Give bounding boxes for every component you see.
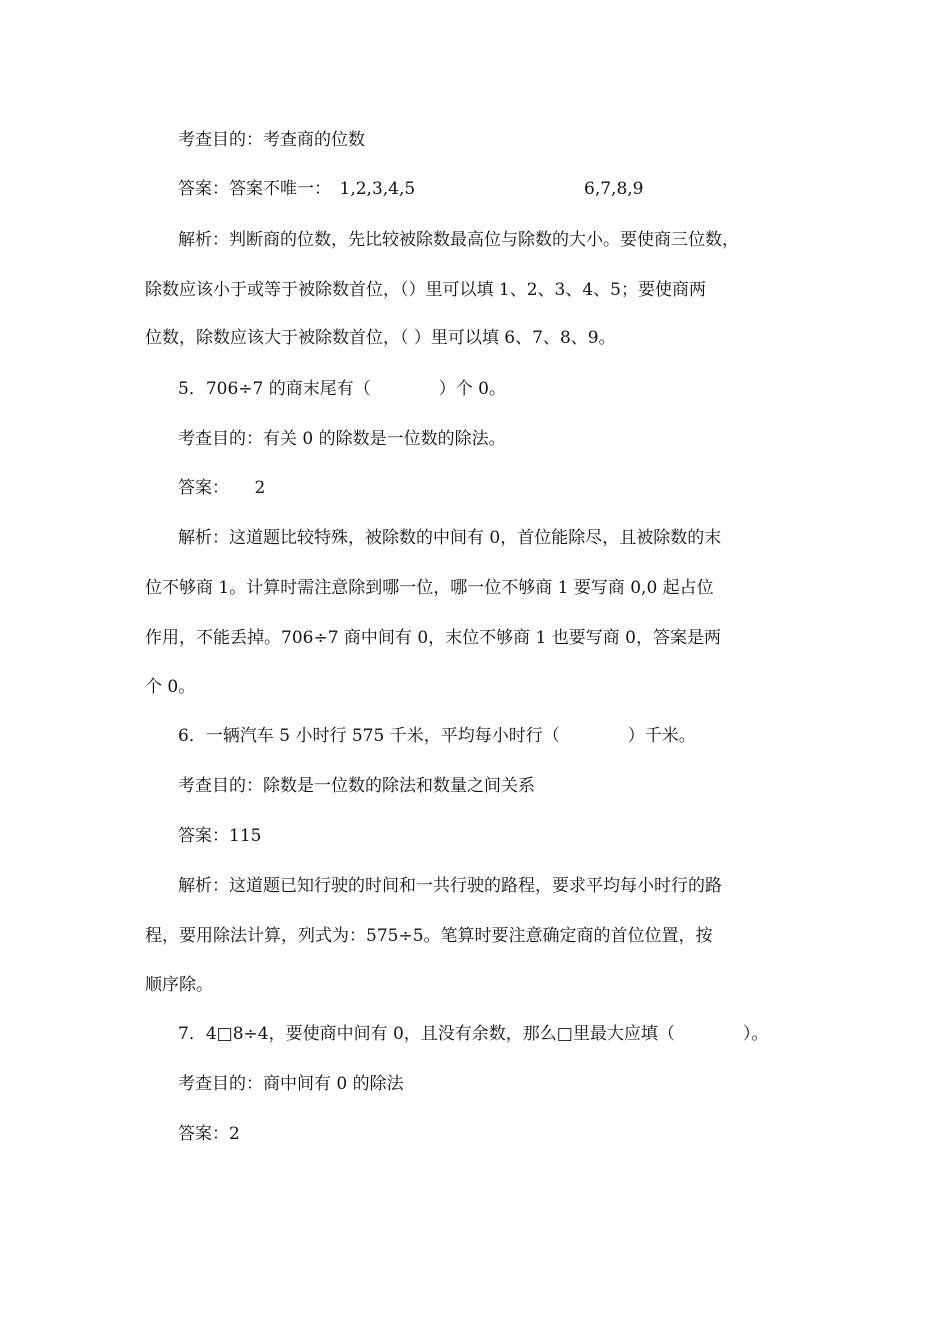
line-explain-1b: 除数应该小于或等于被除数首位，（）里可以填 1、2、3、4、5；要使商两	[145, 280, 706, 300]
line-explain-5b: 位不够商 1。计算时需注意除到哪一位，哪一位不够商 1 要写商 0,0 起占位	[145, 578, 714, 598]
line-answer-6: 答案：115	[178, 826, 262, 846]
line-purpose-5: 考查目的：有关 0 的除数是一位数的除法。	[178, 429, 506, 449]
line-explain-5d: 个 0。	[145, 677, 196, 697]
question-7: 7．4□8÷4，要使商中间有 0，且没有余数，那么□里最大应填（ ）。	[178, 1024, 769, 1044]
line-answer-5: 答案： 2	[178, 478, 266, 498]
line-explain-6b: 程，要用除法计算，列式为：575÷5。笔算时要注意确定商的首位位置，按	[145, 926, 713, 946]
line-explain-5c: 作用，不能丢掉。706÷7 商中间有 0，末位不够商 1 也要写商 0，答案是两	[145, 628, 721, 648]
line-explain-1c: 位数，除数应该大于被除数首位，（ ）里可以填 6、7、8、9。	[145, 328, 616, 348]
line-purpose-7: 考查目的：商中间有 0 的除法	[178, 1074, 404, 1094]
answer-1-part-a: 答案：答案不唯一： 1,2,3,4,5	[178, 179, 416, 199]
line-answer-7: 答案：2	[178, 1124, 240, 1144]
line-explain-6c: 顺序除。	[145, 975, 213, 995]
line-purpose-6: 考查目的：除数是一位数的除法和数量之间关系	[178, 776, 535, 796]
line-explain-5a: 解析：这道题比较特殊，被除数的中间有 0，首位能除尽，且被除数的末	[178, 528, 722, 548]
question-6: 6．一辆汽车 5 小时行 575 千米，平均每小时行（ ）千米。	[178, 726, 696, 746]
line-answer-1	[178, 177, 843, 201]
answer-1-part-b: 6,7,8,9	[584, 179, 644, 199]
question-5: 5．706÷7 的商末尾有（ ）个 0。	[178, 379, 506, 399]
line-explain-1a: 解析：判断商的位数，先比较被除数最高位与除数的大小。要使商三位数，	[178, 230, 739, 250]
line-purpose-1: 考查目的：考查商的位数	[178, 130, 365, 150]
line-explain-6a: 解析：这道题已知行驶的时间和一共行驶的路程，要求平均每小时行的路	[178, 876, 722, 896]
